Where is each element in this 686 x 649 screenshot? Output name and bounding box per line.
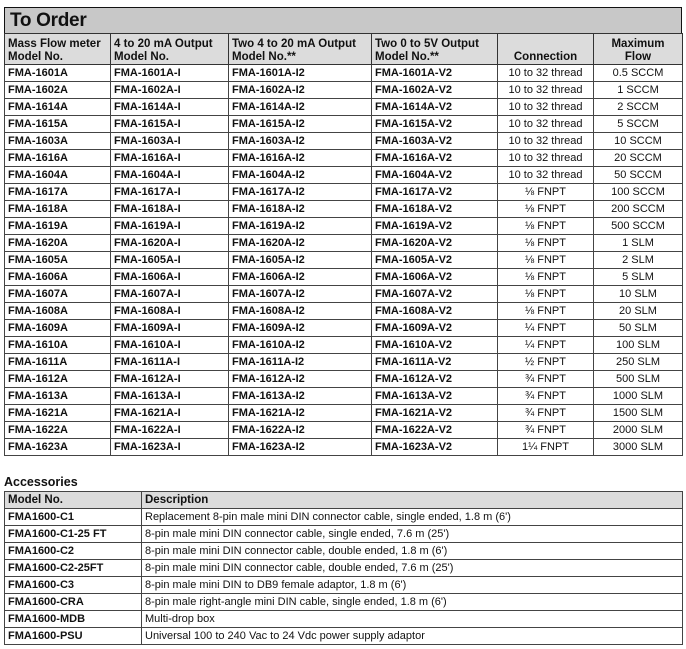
maximum-flow-cell: 200 SCCM [594, 201, 683, 218]
mass-flow-model-cell: FMA-1603A [5, 133, 111, 150]
connection-cell: ⅛ FNPT [498, 235, 594, 252]
accessory-description-cell: 8-pin male mini DIN connector cable, double ended, 7.6 m (25') [142, 560, 683, 577]
maximum-flow-cell: 50 SLM [594, 320, 683, 337]
connection-cell: 10 to 32 thread [498, 65, 594, 82]
two-ma-output-model-cell: FMA-1621A-I2 [229, 405, 372, 422]
ma-output-model-cell: FMA-1622A-I [111, 422, 229, 439]
accessory-row [5, 577, 683, 594]
order-table-row [5, 269, 683, 286]
maximum-flow-cell: 1 SLM [594, 235, 683, 252]
accessory-description-cell: Replacement 8-pin male mini DIN connector cable, single ended, 1.8 m (6') [142, 509, 683, 526]
mass-flow-model-cell: FMA-1605A [5, 252, 111, 269]
order-table-row [5, 201, 683, 218]
two-v-output-model-cell: FMA-1621A-V2 [372, 405, 498, 422]
accessory-model-cell: FMA1600-CRA [5, 594, 142, 611]
maximum-flow-cell: 10 SCCM [594, 133, 683, 150]
connection-cell: 10 to 32 thread [498, 99, 594, 116]
two-ma-output-model-cell: FMA-1603A-I2 [229, 133, 372, 150]
mass-flow-model-cell: FMA-1602A [5, 82, 111, 99]
ma-output-model-cell: FMA-1604A-I [111, 167, 229, 184]
header-ma-output-model: 4 to 20 mA Output Model No. [111, 34, 229, 65]
mass-flow-model-cell: FMA-1613A [5, 388, 111, 405]
mass-flow-model-cell: FMA-1611A [5, 354, 111, 371]
order-table-row [5, 184, 683, 201]
mass-flow-model-cell: FMA-1610A [5, 337, 111, 354]
order-table-row [5, 252, 683, 269]
two-v-output-model-cell: FMA-1623A-V2 [372, 439, 498, 456]
two-ma-output-model-cell: FMA-1606A-I2 [229, 269, 372, 286]
connection-cell: ⅛ FNPT [498, 201, 594, 218]
maximum-flow-cell: 5 SLM [594, 269, 683, 286]
order-table-row [5, 422, 683, 439]
order-table-row [5, 82, 683, 99]
mass-flow-model-cell: FMA-1608A [5, 303, 111, 320]
two-v-output-model-cell: FMA-1616A-V2 [372, 150, 498, 167]
two-ma-output-model-cell: FMA-1602A-I2 [229, 82, 372, 99]
accessories-section-title: Accessories [4, 475, 78, 489]
mass-flow-model-cell: FMA-1607A [5, 286, 111, 303]
accessory-row [5, 526, 683, 543]
order-header-row [5, 34, 683, 65]
order-table-row [5, 150, 683, 167]
two-v-output-model-cell: FMA-1605A-V2 [372, 252, 498, 269]
mass-flow-model-cell: FMA-1623A [5, 439, 111, 456]
accessory-description-cell: Universal 100 to 240 Vac to 24 Vdc power supply adaptor [142, 628, 683, 645]
connection-cell: ⅛ FNPT [498, 184, 594, 201]
two-ma-output-model-cell: FMA-1616A-I2 [229, 150, 372, 167]
two-v-output-model-cell: FMA-1614A-V2 [372, 99, 498, 116]
order-table-row [5, 99, 683, 116]
maximum-flow-cell: 2000 SLM [594, 422, 683, 439]
two-v-output-model-cell: FMA-1622A-V2 [372, 422, 498, 439]
two-ma-output-model-cell: FMA-1612A-I2 [229, 371, 372, 388]
accessory-row [5, 509, 683, 526]
connection-cell: ⅛ FNPT [498, 269, 594, 286]
header-maximum-flow: Maximum Flow [594, 34, 683, 65]
ma-output-model-cell: FMA-1621A-I [111, 405, 229, 422]
header-accessory-description: Description [142, 492, 683, 509]
connection-cell: 10 to 32 thread [498, 82, 594, 99]
mass-flow-model-cell: FMA-1606A [5, 269, 111, 286]
ma-output-model-cell: FMA-1605A-I [111, 252, 229, 269]
two-v-output-model-cell: FMA-1608A-V2 [372, 303, 498, 320]
order-table-row [5, 371, 683, 388]
maximum-flow-cell: 50 SCCM [594, 167, 683, 184]
ma-output-model-cell: FMA-1610A-I [111, 337, 229, 354]
maximum-flow-cell: 0.5 SCCM [594, 65, 683, 82]
accessory-model-cell: FMA1600-C2-25FT [5, 560, 142, 577]
connection-cell: ¾ FNPT [498, 371, 594, 388]
header-two-v-output-model: Two 0 to 5V Output Model No.** [372, 34, 498, 65]
mass-flow-model-cell: FMA-1618A [5, 201, 111, 218]
ma-output-model-cell: FMA-1607A-I [111, 286, 229, 303]
maximum-flow-cell: 250 SLM [594, 354, 683, 371]
two-ma-output-model-cell: FMA-1613A-I2 [229, 388, 372, 405]
accessory-model-cell: FMA1600-PSU [5, 628, 142, 645]
ma-output-model-cell: FMA-1623A-I [111, 439, 229, 456]
ma-output-model-cell: FMA-1613A-I [111, 388, 229, 405]
accessory-model-cell: FMA1600-MDB [5, 611, 142, 628]
maximum-flow-cell: 10 SLM [594, 286, 683, 303]
connection-cell: 10 to 32 thread [498, 167, 594, 184]
two-ma-output-model-cell: FMA-1618A-I2 [229, 201, 372, 218]
accessory-model-cell: FMA1600-C2 [5, 543, 142, 560]
accessory-model-cell: FMA1600-C1 [5, 509, 142, 526]
connection-cell: ¼ FNPT [498, 337, 594, 354]
mass-flow-model-cell: FMA-1614A [5, 99, 111, 116]
ma-output-model-cell: FMA-1612A-I [111, 371, 229, 388]
order-table-row [5, 405, 683, 422]
header-mass-flow-model: Mass Flow meter Model No. [5, 34, 111, 65]
two-v-output-model-cell: FMA-1601A-V2 [372, 65, 498, 82]
order-table-row [5, 388, 683, 405]
accessory-model-cell: FMA1600-C1-25 FT [5, 526, 142, 543]
maximum-flow-cell: 1500 SLM [594, 405, 683, 422]
two-v-output-model-cell: FMA-1612A-V2 [372, 371, 498, 388]
order-section-title: To Order [4, 7, 682, 33]
accessory-description-cell: 8-pin male right-angle mini DIN cable, single ended, 1.8 m (6') [142, 594, 683, 611]
maximum-flow-cell: 20 SLM [594, 303, 683, 320]
mass-flow-model-cell: FMA-1622A [5, 422, 111, 439]
connection-cell: ⅛ FNPT [498, 218, 594, 235]
two-ma-output-model-cell: FMA-1620A-I2 [229, 235, 372, 252]
mass-flow-model-cell: FMA-1616A [5, 150, 111, 167]
maximum-flow-cell: 500 SCCM [594, 218, 683, 235]
ma-output-model-cell: FMA-1602A-I [111, 82, 229, 99]
two-v-output-model-cell: FMA-1602A-V2 [372, 82, 498, 99]
accessory-row [5, 628, 683, 645]
maximum-flow-cell: 1000 SLM [594, 388, 683, 405]
ma-output-model-cell: FMA-1614A-I [111, 99, 229, 116]
mass-flow-model-cell: FMA-1615A [5, 116, 111, 133]
maximum-flow-cell: 20 SCCM [594, 150, 683, 167]
mass-flow-model-cell: FMA-1601A [5, 65, 111, 82]
accessory-description-cell: Multi-drop box [142, 611, 683, 628]
connection-cell: 10 to 32 thread [498, 150, 594, 167]
accessory-row [5, 560, 683, 577]
connection-cell: ¼ FNPT [498, 320, 594, 337]
connection-cell: ½ FNPT [498, 354, 594, 371]
two-v-output-model-cell: FMA-1611A-V2 [372, 354, 498, 371]
ma-output-model-cell: FMA-1601A-I [111, 65, 229, 82]
two-v-output-model-cell: FMA-1609A-V2 [372, 320, 498, 337]
mass-flow-model-cell: FMA-1612A [5, 371, 111, 388]
two-ma-output-model-cell: FMA-1608A-I2 [229, 303, 372, 320]
connection-cell: ¾ FNPT [498, 388, 594, 405]
connection-cell: 10 to 32 thread [498, 133, 594, 150]
order-table-row [5, 65, 683, 82]
maximum-flow-cell: 2 SCCM [594, 99, 683, 116]
two-ma-output-model-cell: FMA-1617A-I2 [229, 184, 372, 201]
order-table-row [5, 286, 683, 303]
order-table-row [5, 354, 683, 371]
accessory-description-cell: 8-pin male mini DIN connector cable, single ended, 7.6 m (25') [142, 526, 683, 543]
accessory-description-cell: 8-pin male mini DIN to DB9 female adaptor, 1.8 m (6') [142, 577, 683, 594]
two-v-output-model-cell: FMA-1619A-V2 [372, 218, 498, 235]
two-v-output-model-cell: FMA-1620A-V2 [372, 235, 498, 252]
ma-output-model-cell: FMA-1606A-I [111, 269, 229, 286]
two-v-output-model-cell: FMA-1618A-V2 [372, 201, 498, 218]
order-table [4, 33, 683, 456]
maximum-flow-cell: 500 SLM [594, 371, 683, 388]
maximum-flow-cell: 1 SCCM [594, 82, 683, 99]
two-ma-output-model-cell: FMA-1622A-I2 [229, 422, 372, 439]
ma-output-model-cell: FMA-1619A-I [111, 218, 229, 235]
accessory-row [5, 594, 683, 611]
two-ma-output-model-cell: FMA-1604A-I2 [229, 167, 372, 184]
two-ma-output-model-cell: FMA-1607A-I2 [229, 286, 372, 303]
connection-cell: ¾ FNPT [498, 422, 594, 439]
two-v-output-model-cell: FMA-1606A-V2 [372, 269, 498, 286]
header-two-ma-output-model: Two 4 to 20 mA Output Model No.** [229, 34, 372, 65]
two-ma-output-model-cell: FMA-1601A-I2 [229, 65, 372, 82]
maximum-flow-cell: 2 SLM [594, 252, 683, 269]
accessories-table [4, 491, 683, 645]
two-ma-output-model-cell: FMA-1614A-I2 [229, 99, 372, 116]
ma-output-model-cell: FMA-1620A-I [111, 235, 229, 252]
header-accessory-model: Model No. [5, 492, 142, 509]
connection-cell: ⅛ FNPT [498, 252, 594, 269]
ma-output-model-cell: FMA-1616A-I [111, 150, 229, 167]
two-v-output-model-cell: FMA-1604A-V2 [372, 167, 498, 184]
accessory-row [5, 611, 683, 628]
connection-cell: ¾ FNPT [498, 405, 594, 422]
two-v-output-model-cell: FMA-1610A-V2 [372, 337, 498, 354]
two-ma-output-model-cell: FMA-1611A-I2 [229, 354, 372, 371]
maximum-flow-cell: 3000 SLM [594, 439, 683, 456]
connection-cell: 1¼ FNPT [498, 439, 594, 456]
order-table-row [5, 303, 683, 320]
accessory-description-cell: 8-pin male mini DIN connector cable, double ended, 1.8 m (6') [142, 543, 683, 560]
maximum-flow-cell: 100 SLM [594, 337, 683, 354]
order-table-row [5, 337, 683, 354]
accessories-header-row [5, 492, 683, 509]
order-table-row [5, 235, 683, 252]
ma-output-model-cell: FMA-1617A-I [111, 184, 229, 201]
order-table-row [5, 167, 683, 184]
two-ma-output-model-cell: FMA-1605A-I2 [229, 252, 372, 269]
order-table-row [5, 218, 683, 235]
two-v-output-model-cell: FMA-1617A-V2 [372, 184, 498, 201]
mass-flow-model-cell: FMA-1619A [5, 218, 111, 235]
connection-cell: ⅛ FNPT [498, 286, 594, 303]
ma-output-model-cell: FMA-1608A-I [111, 303, 229, 320]
ma-output-model-cell: FMA-1603A-I [111, 133, 229, 150]
two-v-output-model-cell: FMA-1613A-V2 [372, 388, 498, 405]
mass-flow-model-cell: FMA-1609A [5, 320, 111, 337]
two-ma-output-model-cell: FMA-1609A-I2 [229, 320, 372, 337]
two-v-output-model-cell: FMA-1607A-V2 [372, 286, 498, 303]
mass-flow-model-cell: FMA-1617A [5, 184, 111, 201]
maximum-flow-cell: 5 SCCM [594, 116, 683, 133]
order-table-row [5, 116, 683, 133]
order-table-row [5, 439, 683, 456]
connection-cell: ⅛ FNPT [498, 303, 594, 320]
header-connection: Connection [498, 34, 594, 65]
order-table-row [5, 133, 683, 150]
two-ma-output-model-cell: FMA-1615A-I2 [229, 116, 372, 133]
two-ma-output-model-cell: FMA-1623A-I2 [229, 439, 372, 456]
accessory-row [5, 543, 683, 560]
ma-output-model-cell: FMA-1615A-I [111, 116, 229, 133]
connection-cell: 10 to 32 thread [498, 116, 594, 133]
two-v-output-model-cell: FMA-1603A-V2 [372, 133, 498, 150]
two-ma-output-model-cell: FMA-1619A-I2 [229, 218, 372, 235]
order-table-row [5, 320, 683, 337]
ma-output-model-cell: FMA-1609A-I [111, 320, 229, 337]
mass-flow-model-cell: FMA-1604A [5, 167, 111, 184]
ma-output-model-cell: FMA-1618A-I [111, 201, 229, 218]
ma-output-model-cell: FMA-1611A-I [111, 354, 229, 371]
mass-flow-model-cell: FMA-1621A [5, 405, 111, 422]
two-v-output-model-cell: FMA-1615A-V2 [372, 116, 498, 133]
maximum-flow-cell: 100 SCCM [594, 184, 683, 201]
accessory-model-cell: FMA1600-C3 [5, 577, 142, 594]
mass-flow-model-cell: FMA-1620A [5, 235, 111, 252]
two-ma-output-model-cell: FMA-1610A-I2 [229, 337, 372, 354]
